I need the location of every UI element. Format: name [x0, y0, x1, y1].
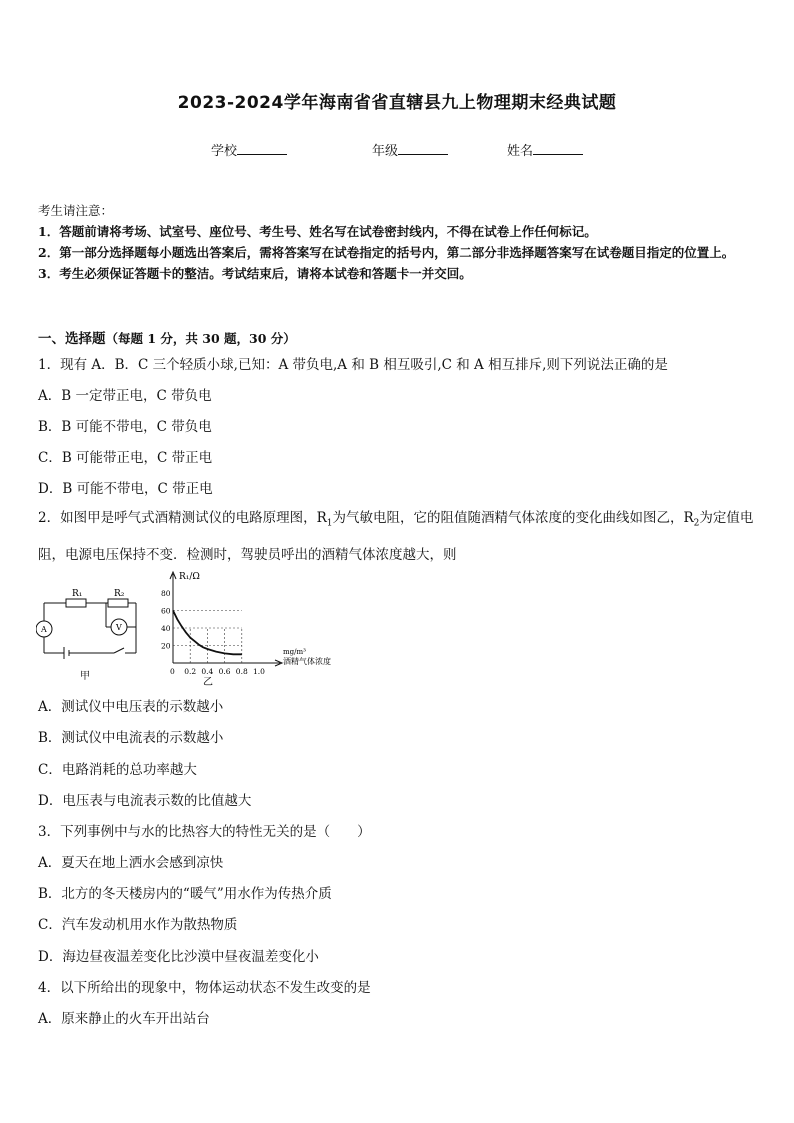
school-label: 学校	[211, 144, 238, 159]
section-note: （每题 1 分，共 30 题，30 分）	[105, 331, 296, 346]
voltmeter-label: V	[116, 623, 122, 632]
x-axis-unit: mg/m³	[283, 648, 306, 656]
question-1-option-a: A．B 一定带正电，C 带负电	[38, 388, 212, 404]
x-tick-label: 0	[170, 667, 175, 676]
y-tick-label: 80	[161, 589, 171, 598]
y-tick-label: 40	[161, 624, 171, 633]
question-1-stem: 1．现有 A．B．C 三个轻质小球,已知：A 带负电,A 和 B 相互吸引,C 和 A 相互排斥,则下列说法正确的是	[38, 357, 668, 373]
circuit-diagram	[36, 583, 146, 683]
ammeter-label: A	[41, 625, 47, 634]
question-3-option-a: A．夏天在地上洒水会感到凉快	[38, 855, 224, 871]
switch	[114, 648, 124, 653]
question-2-option-d: D．电压表与电流表示数的比值越大	[38, 793, 252, 809]
x-axis-label: 酒精气体浓度	[283, 657, 331, 666]
page-title: 2023-2024学年海南省省直辖县九上物理期末经典试题	[177, 93, 617, 113]
name-field[interactable]	[507, 140, 583, 159]
circuit-caption: 甲	[80, 671, 90, 682]
question-1-option-c: C．B 可能带正电，C 带正电	[38, 450, 213, 466]
school-blank[interactable]	[237, 143, 287, 155]
section-heading	[38, 327, 296, 347]
x-tick-label: 0.2	[184, 667, 197, 676]
name-label: 姓名	[507, 144, 534, 159]
question-1-option-b: B．B 可能不带电，C 带负电	[38, 419, 212, 435]
y-axis-label: R₁/Ω	[179, 572, 200, 582]
graph-caption: 乙	[203, 677, 213, 688]
q2-stem-part-a: 2．如图甲是呼气式酒精测试仪的电路原理图，R	[38, 510, 327, 526]
q2-sub-1: 1	[326, 518, 333, 529]
x-tick-label: 0.8	[235, 667, 248, 676]
section-label: 一、选择题	[38, 331, 106, 347]
question-2-option-a: A．测试仪中电压表的示数越小	[38, 699, 224, 715]
grade-label: 年级	[372, 144, 399, 159]
question-1-option-d: D．B 可能不带电，C 带正电	[38, 481, 213, 497]
x-tick-label: 0.4	[201, 667, 214, 676]
question-3-stem: 3．下列事例中与水的比热容大的特性无关的是（ ）	[38, 824, 371, 840]
question-2-stem	[38, 503, 756, 571]
resistance-graph	[155, 568, 355, 690]
question-2-option-c: C．电路消耗的总功率越大	[38, 762, 197, 778]
question-3-option-d: D．海边昼夜温差变化比沙漠中昼夜温差变化小	[38, 949, 319, 965]
notice-block	[38, 200, 760, 284]
q2-stem-part-c: 为定值电阻，电源电压保持不变．检测时，驾驶员呼出的酒精气体浓度越大，则	[38, 510, 754, 563]
question-3-option-c: C．汽车发动机用水作为散热物质	[38, 917, 238, 933]
question-3-option-b: B．北方的冬天楼房内的“暖气”用水作为传热介质	[38, 886, 332, 902]
question-4-option-a: A．原来静止的火车开出站台	[38, 1011, 210, 1027]
r2-label: R₂	[114, 589, 125, 599]
notice-item-2: 2．第一部分选择题每小题选出答案后，需将答案写在试卷指定的括号内，第二部分非选择题答案写在试卷题目指定的位置上。	[38, 245, 735, 260]
grade-field[interactable]	[372, 140, 448, 159]
q2-stem-part-b: 为气敏电阻，它的阻值随酒精气体浓度的变化曲线如图乙，R	[332, 510, 694, 526]
y-tick-label: 20	[161, 641, 171, 651]
question-4-stem: 4．以下所给出的现象中，物体运动状态不发生改变的是	[38, 980, 371, 996]
resistor-r1	[66, 599, 86, 607]
school-field[interactable]	[211, 140, 287, 159]
dashed-gridlines	[173, 611, 242, 664]
x-tick-label: 1.0	[253, 667, 265, 676]
question-2-option-b: B．测试仪中电流表的示数越小	[38, 730, 224, 746]
notice-heading: 考生请注意：	[38, 203, 114, 218]
q2-sub-2: 2	[693, 518, 700, 529]
y-tick-label: 60	[161, 606, 171, 616]
resistor-r2	[108, 599, 128, 607]
notice-item-3: 3．考生必须保证答题卡的整洁。考试结束后，请将本试卷和答题卡一并交回。	[38, 266, 472, 281]
grade-blank[interactable]	[398, 143, 448, 155]
name-blank[interactable]	[533, 143, 583, 155]
r1-label: R₁	[72, 589, 83, 599]
x-tick-label: 0.6	[218, 667, 231, 676]
resistance-curve	[173, 611, 242, 655]
notice-item-1: 1．答题前请将考场、试室号、座位号、考生号、姓名写在试卷密封线内，不得在试卷上作任何标记。	[38, 224, 597, 239]
